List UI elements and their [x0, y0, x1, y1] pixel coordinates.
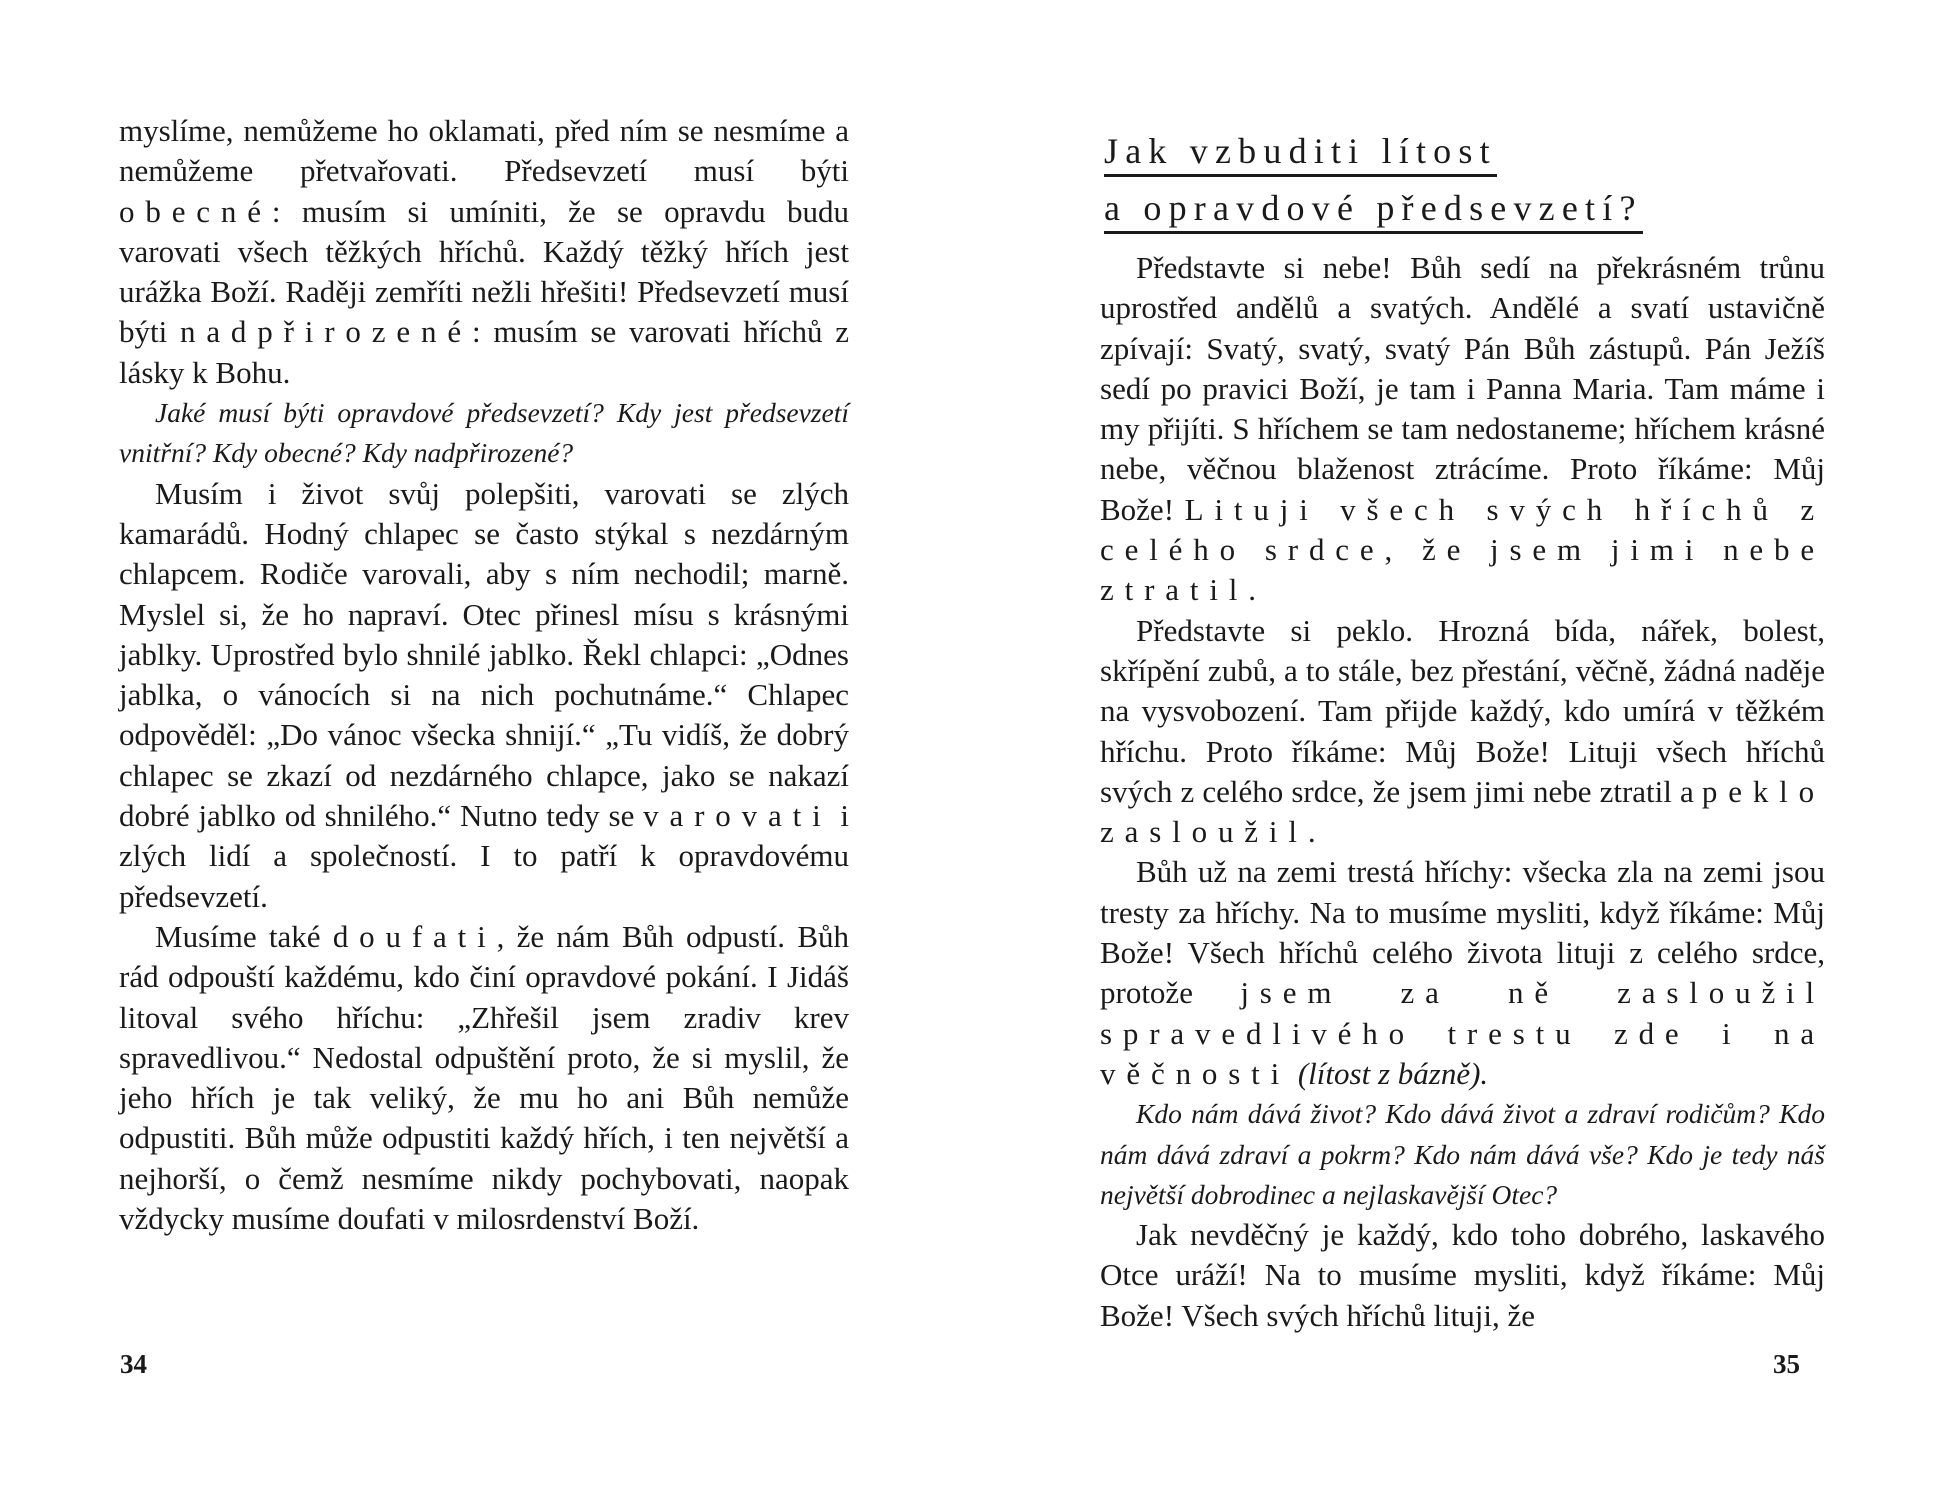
text-run	[1290, 1056, 1298, 1091]
paragraph	[1100, 1215, 1825, 1336]
text-run: myslíme, nemůžeme ho oklamati, před ním se nesmíme a nemůžeme přetvařovati. Předsevzetí musí býti	[119, 113, 849, 189]
emphasis-spaced: jsem za ně zasloužil spravedlivého trestu zde i na věčnosti	[1100, 975, 1825, 1091]
text-run: : musím si umíniti, že se opravdu budu varovati všech těžkých hříchů. Každý těžký hřích jest urážka Boží. Raději zemříti nežli hřešiti! Předsevzetí musí býti	[119, 193, 849, 350]
chapter-heading	[1104, 130, 1724, 244]
paragraph	[1100, 248, 1825, 611]
text-run: Představte si nebe! Bůh sedí na překrásném trůnu uprostřed andělů a svatých. Andělé a svatí ustavičně zpívají: Svatý, svatý, svatý Pán Bůh zástupů. Pán Ježíš sedí po pravici Boží, je tam i Panna Maria. Tam máme i my přijíti. S hříchem se tam nedostaneme; hříchem krásné nebe, věčnou blaženost ztrácíme. Proto říkáme: Můj Bože!	[1100, 250, 1825, 527]
emphasis-spaced: Lituji všech svých hříchů z celého srdce, že jsem jimi nebe ztratil.	[1100, 491, 1825, 608]
paragraph	[119, 917, 849, 1239]
emphasis-italic: (lítost z bázně).	[1297, 1055, 1489, 1091]
emphasis-spaced: nadpřirozené	[179, 314, 472, 350]
paragraph	[1100, 852, 1825, 1094]
text-run: , že nám Bůh odpustí. Bůh rád odpouští každému, kdo činí opravdové pokání. I Jidáš litoval svého hříchu: „Zhřešil jsem zradiv krev spravedlivou.“ Nedostal odpuštění proto, že si myslil, že jeho hřích je tak veliký, že mu ho ani Bůh nemůže odpustiti. Bůh může odpustiti každý hřích, i ten největší a nejhorší, o čemž nesmíme nikdy pochybovati, naopak vždycky musíme doufati v milosrdenství Boží.	[119, 918, 849, 1237]
review-questions	[1100, 1094, 1825, 1215]
right-page-body	[1100, 248, 1825, 1336]
emphasis-spaced: varovati	[643, 798, 832, 834]
paragraph	[119, 474, 849, 917]
text-run: i zlých lidí a společností. I to patří k opravdovému předsevzetí.	[119, 798, 849, 914]
heading-line-2: a opravdové předsevzetí?	[1104, 187, 1643, 234]
text-run: Kdo nám dává život? Kdo dává život a zdraví rodičům? Kdo nám dává zdraví a pokrm? Kdo nám dává vše? Kdo je tedy náš největší dobrodinec a nejlaskavější Otec?	[1100, 1098, 1825, 1210]
text-run: Představte si peklo. Hrozná bída, nářek, bolest, skřípění zubů, a to stále, bez přestání, věčně, žádná naděje na vysvobození. Tam přijde každý, kdo umírá v těžkém hříchu. Proto říkáme: Můj Bože! Lituji všech hříchů svých z celého srdce, že jsem jimi nebe ztratil a	[1100, 612, 1825, 809]
text-run: : musím se varovati hříchů z lásky k Bohu.	[119, 314, 849, 390]
heading-line-1: Jak vzbuditi lítost	[1104, 130, 1497, 177]
emphasis-spaced: peklo zasloužil.	[1100, 773, 1825, 850]
paragraph	[1100, 611, 1825, 853]
page-number-right: 35	[1773, 1349, 1800, 1379]
emphasis-spaced: doufati	[332, 918, 497, 954]
left-page-body	[119, 111, 849, 1239]
page-number-left: 34	[120, 1349, 147, 1379]
text-run: Musím i život svůj polepšiti, varovati se zlých kamarádů. Hodný chlapec se často stýkal s nezdárným chlapcem. Rodiče varovali, aby s ním nechodil; marně. Myslel si, že ho napraví. Otec přinesl mísu s krásnými jablky. Uprostřed bylo shnilé jablko. Řekl chlapci: „Odnes jablka, o vánocích si na nich pochutnáme.“ Chlapec odpověděl: „Do vánoc všecka shnijí.“ „Tu vidíš, že dobrý chlapec se zkazí od nezdárného chlapce, jako se nakazí dobré jablko od shnilého.“ Nutno tedy se	[119, 475, 849, 834]
text-run: Jaké musí býti opravdové předsevzetí? Kdy jest předsevzetí vnitřní? Kdy obecné? Kdy nadpřirozené?	[119, 397, 849, 469]
emphasis-spaced: obecné	[119, 193, 272, 229]
text-run: Bůh už na zemi trestá hříchy: všecka zla na zemi jsou tresty za hříchy. Na to musíme mysliti, když říkáme: Můj Bože! Všech hříchů celého života lituji z celého srdce, protože	[1100, 854, 1825, 1011]
right-page	[967, 0, 1934, 1500]
text-run: Jak nevděčný je každý, kdo toho dobrého, laskavého Otce uráží! Na to musíme mysliti, když říkáme: Můj Bože! Všech svých hříchů lituji, že	[1100, 1217, 1825, 1333]
paragraph	[119, 111, 849, 393]
text-run: Musíme také	[155, 918, 333, 954]
review-questions	[119, 393, 849, 474]
